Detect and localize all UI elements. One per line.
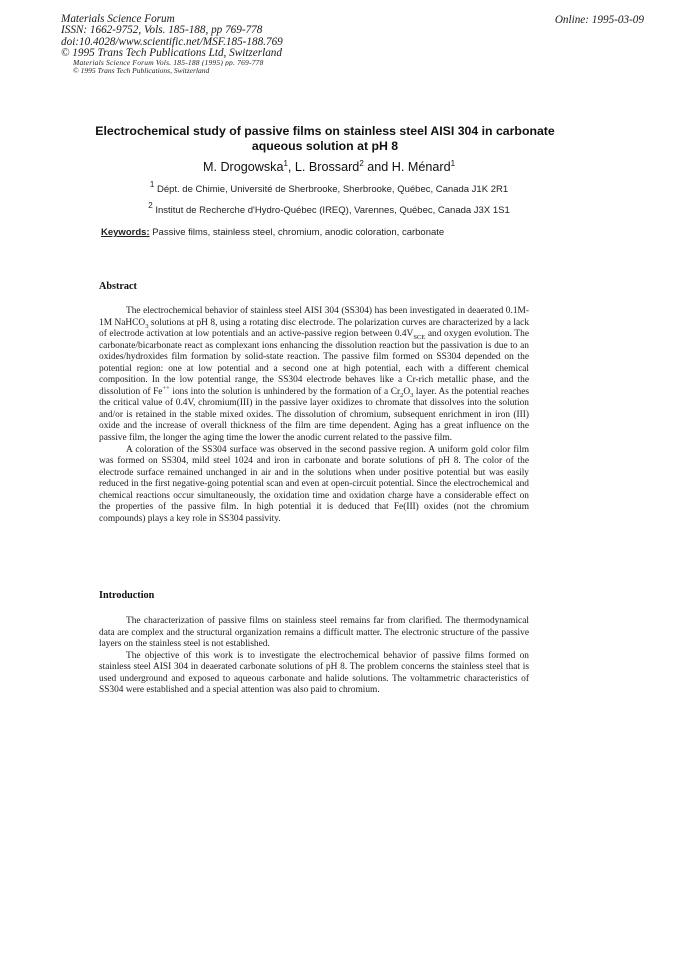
- abstract-heading: Abstract: [99, 281, 137, 292]
- abstract-body: [99, 306, 529, 525]
- stamp-journal-line: Materials Science Forum Vols. 185-188 (1995) pp. 769-778: [73, 60, 264, 66]
- abstract-paragraph: A coloration of the SS304 surface was observed in the second passive region. A uniform gold color film was formed on SS304, mild steel 1024 and iron in carbonate and borate solutions of pH 8. The color of the electrode surface remained unchanged in air and in the solutions when under positive potential but was easily reduced in the first negative-going potential scan and even at open-circuit potential. Since the electrochemical and chemical reactions occur simultaneously, the oxidation time and oxidation charge have a considerable effect on the properties of the passive film. In high potential it is deduced that Fe(III) oxides (not the chromium compounds) plays a key role in SS304 passivity.: [99, 444, 529, 524]
- publication-header: [61, 14, 283, 60]
- introduction-body: [99, 616, 529, 697]
- author-list: M. Drogowska$^1$, L. Brossard$^2$ and H. Ménard$^1$: [202, 159, 456, 174]
- copyright-line: © 1995 Trans Tech Publications Ltd, Switzerland: [61, 47, 282, 60]
- author-affiliation-mark: 2: [359, 159, 364, 168]
- affiliation-1: $^1$ Dépt. de Chimie, Université de Sherbrooke, Sherbrooke, Québec, Canada J1K 2R1: [149, 180, 509, 195]
- issn-line: ISSN: 1662-9752, Vols. 185-188, pp 769-778: [61, 24, 263, 37]
- doi-line[interactable]: doi:10.4028/www.scientific.net/MSF.185-188.769: [61, 35, 283, 48]
- keywords-text: Passive films, stainless steel, chromium, anodic coloration, carbonate: [152, 227, 445, 238]
- introduction-heading: Introduction: [99, 590, 155, 601]
- journal-name: Materials Science Forum: [61, 13, 175, 25]
- author-affiliation-mark: 1: [283, 159, 288, 168]
- introduction-paragraph: The objective of this work is to investigate the electrochemical behavior of passive films formed on stainless steel AISI 304 in deaerated carbonate solutions of pH 8. The problem concerns the stainless steel that is used underground and exposed to aqueous carbonate and halide solutions. The voltammetric characteristics of SS304 were established and a special attention was also paid to chromium.: [99, 650, 529, 696]
- keywords-label: Keywords:: [101, 227, 150, 238]
- author-name: M. Drogowska: [202, 160, 284, 174]
- author-name: L. Brossard: [294, 160, 360, 174]
- author-affiliation-mark: 1: [450, 159, 456, 168]
- author-name: H. Ménard: [391, 160, 451, 174]
- keywords: [101, 227, 444, 238]
- abstract-paragraph: The electrochemical behavior of stainless steel AISI 304 (SS304) has been investigated in deaerated 0.1M-1M NaHCO$_3$ solutions at pH 8, using a rotating disc electrode. The polarization curves are characterized by a lack of electrode activation at low potentials and an active-passive region between $0.4V_{SCE}$ and oxygen evolution. The carbonate/bicarbonate react as complexant ions enhancing the dissolution reaction but the passivation is due to an oxides/hydroxides film formation by solid-state reaction. The passive film formed on SS304 depended on the potential region: one at low potential and a second one at high potential, each with a different chemical composition. In the low potential range, the SS304 electrode behaves like a Cr-rich metallic phase, and the dissolution of Fe++ ions into the solution is unhindered by the formation of a $Cr_2O_3$ layer. As the potential reaches the critical value of 0.4V, chromium(III) in the passive layer oxidizes to chromate that dissolves into the solution and/or is retained in the stable mixed oxides. The dissolution of chromium, subsequent enrichment in iron (III) oxide and the increase of overall thickness of the film are time dependent. Aging has a great influence on the passive film, the longer the aging time the lower the anodic current related to the passive film.: [99, 306, 530, 444]
- online-date: Online: 1995-03-09: [554, 14, 644, 26]
- original-print-stamp: [73, 61, 264, 75]
- affiliation-2: $^2$ Institut de Recherche d'Hydro-Québec (IREQ), Varennes, Québec, Canada J3X 1S1: [148, 201, 510, 216]
- paper-title: Electrochemical study of passive films on stainless steel AISI 304 in carbonate aqueous solution at pH 8: [95, 124, 555, 153]
- stamp-copyright-line: © 1995 Trans Tech Publications, Switzerland: [73, 66, 210, 75]
- introduction-paragraph: The characterization of passive films on stainless steel remains far from clarified. The thermodynamical data are complex and the structural organization remains a difficult matter. The electronic structure of the passive layers on the stainless steel is not established.: [99, 616, 529, 650]
